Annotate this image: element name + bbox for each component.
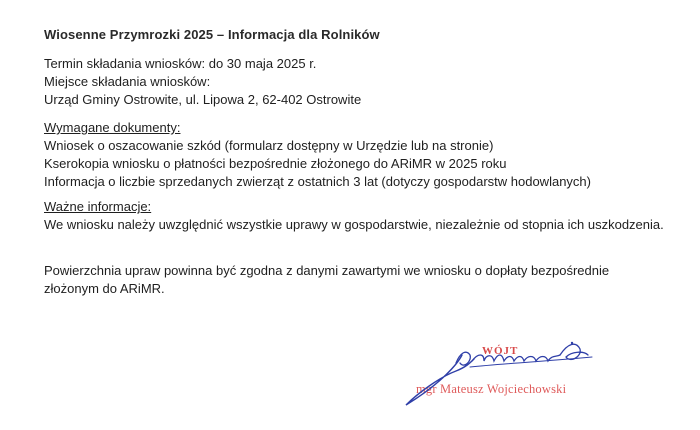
area-note-block: [44, 262, 664, 298]
submission-info: [44, 55, 361, 109]
handwritten-signature: [400, 333, 630, 418]
deadline-text: Termin składania wniosków: do 30 maja 2025 r.: [44, 56, 317, 71]
area-note: Powierzchnia upraw powinna być zgodna z danymi zawartymi we wniosku o dopłaty bezpośrednie złożonym do ARiMR.: [44, 263, 610, 296]
document-item: Informacja o liczbie sprzedanych zwierząt z ostatnich 3 lat (dotyczy gospodarstw hodowlanych): [44, 174, 591, 189]
stamp-title: WÓJT: [482, 345, 519, 357]
documents-heading: Wymagane dokumenty:: [44, 120, 181, 135]
important-heading: Ważne informacje:: [44, 199, 152, 214]
place-label: Miejsce składania wniosków:: [44, 74, 211, 89]
official-stamp: [400, 333, 630, 418]
required-documents: [44, 119, 591, 191]
stamp-name: mgr Mateusz Wojciechowski: [416, 382, 567, 396]
document-title: Wiosenne Przymrozki 2025 – Informacja dla Rolników: [44, 27, 380, 42]
document-item: Kserokopia wniosku o płatności bezpośrednie złożonego do ARiMR w 2025 roku: [44, 156, 507, 171]
document-item: Wniosek o oszacowanie szkód (formularz dostępny w Urzędzie lub na stronie): [44, 138, 494, 153]
important-info: [44, 198, 664, 234]
place-value: Urząd Gminy Ostrowite, ul. Lipowa 2, 62-402 Ostrowite: [44, 92, 362, 107]
important-text: We wniosku należy uwzględnić wszystkie uprawy w gospodarstwie, niezależnie od stopnia ich uszkodzenia.: [44, 217, 664, 232]
